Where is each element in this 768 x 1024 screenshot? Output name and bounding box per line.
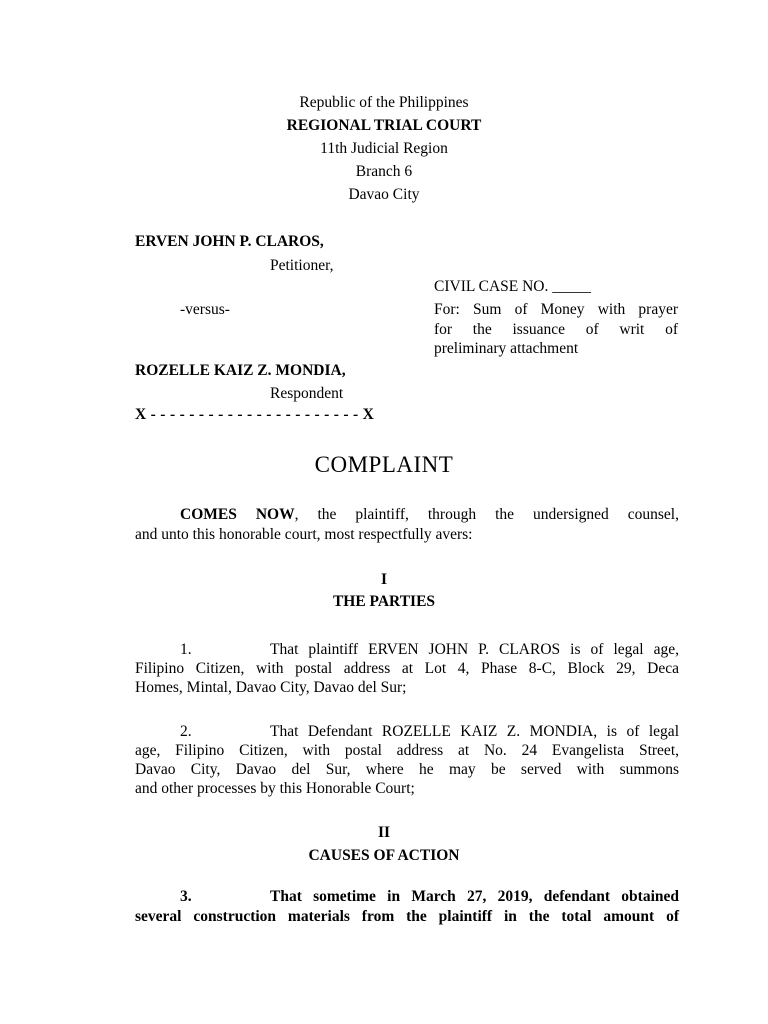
caption-separator: X - - - - - - - - - - - - - - - - - - - - - - X [135, 406, 375, 423]
paragraph-number: 1. [180, 641, 192, 658]
paragraph-line: Davao City, Davao del Sur, where he may be served with summons [135, 761, 679, 778]
paragraph-text: That sometime in March 27, 2019, defendant obtained [270, 888, 679, 905]
case-nature-line: For: Sum of Money with prayer [434, 301, 678, 318]
intro-line [135, 505, 679, 525]
section-heading: CAUSES OF ACTION [308, 847, 460, 864]
paragraph-line: several construction materials from the plaintiff in the total amount of [135, 908, 679, 925]
respondent-role: Respondent [270, 385, 344, 402]
section-numeral: I [380, 571, 388, 588]
section-heading: THE PARTIES [332, 593, 436, 610]
paragraph-line [135, 887, 679, 907]
respondent-name: ROZELLE KAIZ Z. MONDIA, [135, 362, 346, 379]
intro-line: and unto this honorable court, most respectfully avers: [135, 526, 473, 543]
petitioner-role: Petitioner, [270, 257, 334, 274]
paragraph-number: 2. [180, 723, 192, 740]
paragraph-text: That Defendant ROZELLE KAIZ Z. MONDIA, is of legal [270, 723, 679, 740]
paragraph-line: Homes, Mintal, Davao City, Davao del Sur; [135, 679, 407, 696]
header-branch: Branch 6 [355, 163, 413, 180]
petitioner-name: ERVEN JOHN P. CLAROS, [135, 233, 324, 250]
paragraph-text: That plaintiff ERVEN JOHN P. CLAROS is of legal age, [270, 641, 679, 658]
case-nature-line: for the issuance of writ of [434, 321, 678, 338]
intro-bold-lead: COMES NOW [180, 506, 295, 523]
header-republic: Republic of the Philippines [299, 94, 469, 111]
versus-label: -versus- [180, 301, 230, 318]
header-city: Davao City [348, 186, 420, 203]
paragraph-line: Filipino Citizen, with postal address at Lot 4, Phase 8-C, Block 29, Deca [135, 660, 679, 677]
paragraph-line: and other processes by this Honorable Court; [135, 780, 415, 797]
paragraph-line [135, 722, 679, 742]
section-numeral: II [377, 824, 391, 841]
header-region: 11th Judicial Region [320, 140, 448, 157]
paragraph-line [135, 640, 679, 660]
paragraph-number: 3. [180, 888, 192, 905]
document-title: COMPLAINT [314, 452, 454, 477]
paragraph-line: age, Filipino Citizen, with postal address at No. 24 Evangelista Street, [135, 742, 679, 759]
header-court: REGIONAL TRIAL COURT [286, 117, 482, 134]
case-nature-line: preliminary attachment [434, 340, 579, 357]
intro-line1-rest: , the plaintiff, through the undersigned counsel, [294, 506, 679, 523]
case-number: CIVIL CASE NO. _____ [434, 278, 592, 295]
